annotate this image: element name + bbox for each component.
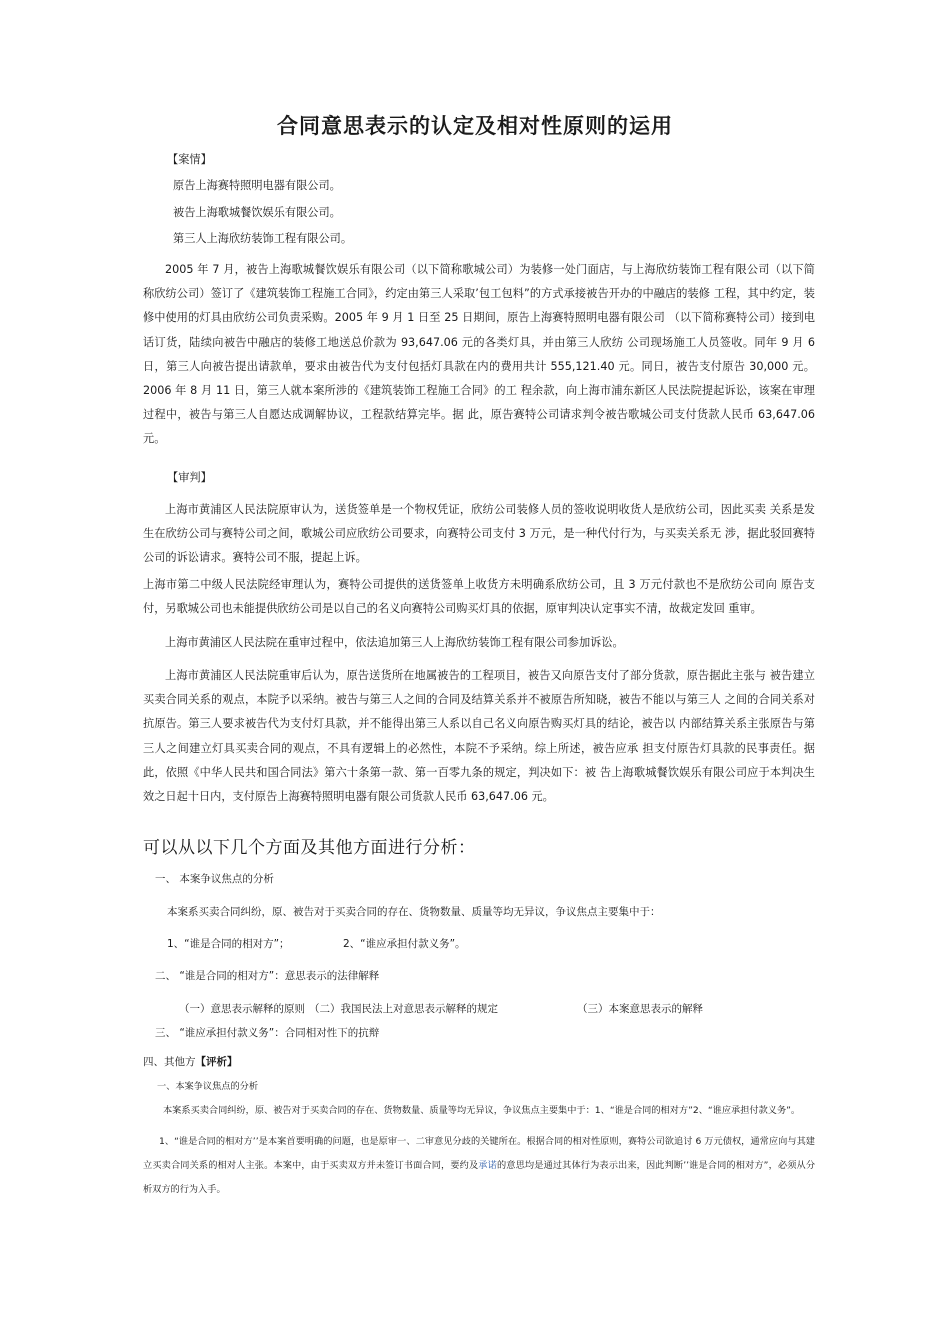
party-plaintiff: 原告上海赛特照明电器有限公司。 [173,179,341,192]
outline-subsection-1: （一）意思表示解释的原则 [179,1003,305,1015]
outline-item-2: 2、“谁应承担付款义务”。 [343,938,466,950]
outline-section-1-text: 本案系买卖合同纠纷，原、被告对于买卖合同的存在、货物数量、质量等均无异议，争议焦点主要集中于： [167,906,661,918]
outline-item-1: 1、“谁是合同的相对方”； [167,938,290,950]
outline-section-4 [143,1052,238,1072]
judgment-paragraph: 上海市黄浦区人民法院重审后认为，原告送货所在地属被告的工程项目，被告又向原告支付了部分货款，原告据此主张与 被告建立买卖合同关系的观点，本院予以采纳。被告与第三人之间的合同及结算关系并不被原告所知晓，被告不能以与第三人 之间的合同关系对抗原告。第三人要求被告代为支付灯具款，并不能得出第三人系以自己名义向原告购买灯具的结论，被告以 内部结算关系主张原告与第三人之间建立灯具买卖合同的观点，不具有逻辑上的必然性，本院不予采纳。综上所述，被告应承 担支付原告灯具款的民事责任。据此，依照《中华人民共和国合同法》第六十条第一款、第一百零九条的规定，判决如下：被 告上海歌城餐饮娱乐有限公司应于本判决生效之日起十日内，支付原告上海赛特照明电器有限公司货款人民币 63,647.06 元。 [143,669,815,804]
judgment-paragraph: 上海市黄浦区人民法院原审认为，送货签单是一个物权凭证，欣纺公司装修人员的签收说明收货人是欣纺公司，因此买卖 关系是发生在欣纺公司与赛特公司之间，歌城公司应欣纺公司要求，向赛特公司支付 3 万元，是一种代付行为，与买卖关系无 涉，据此驳回赛特公司的诉讼请求。赛特公司不服，提起上诉。 [143,503,815,565]
outline-subsection-3: （三）本案意思表示的解释 [577,1003,703,1015]
comment-summary: 本案系买卖合同纠纷，原、被告对于买卖合同的存在、货物数量、质量等均无异议，争议焦点主要集中于：1、“谁是合同的相对方”2、“谁应承担付款义务”。 [163,1105,801,1116]
case-heading: 【案情】 [167,153,212,166]
document-title: 合同意思表示的认定及相对性原则的运用 [277,114,673,138]
comment-paragraph-text-end: 的意思均是通过其体行为表示出来，因此判断’’谁是合同的相对方”，必须从分析双方的行为入手。 [143,1160,816,1195]
party-third: 第三人上海欣纺装饰工程有限公司。 [173,232,353,245]
outline-section-2: 二、 “谁是合同的相对方”：意思表示的法律解释 [155,970,380,982]
analysis-heading: 可以从以下几个方面及其他方面进行分析： [143,838,476,858]
judgment-heading: 【审判】 [167,471,212,484]
outline-section-1: 一、 本案争议焦点的分析 [155,873,274,885]
promise-link[interactable]: 承诺 [478,1160,497,1171]
comment-label: 【评析】 [195,1056,238,1068]
comment-paragraph [143,1130,815,1202]
case-facts-paragraph: 2005 年 7 月，被告上海歌城餐饮娱乐有限公司（以下简称歌城公司）为装修一处门面店，与上海欣纺装饰工程有限公司（以下简称欣纺公司）签订了《建筑装饰工程施工合同》，约定由第三人采取’包工包料”的方式承接被告开办的中融店的装修 工程，其中约定，装修中使用的灯具由欣纺公司负责采购。2005 年 9 月 1 日至 25 日期间，原告上海赛特照明电器有限公司 （以下简称赛特公司）接到电话订货，陆续向被告中融店的装修工地送总价款为 93,647.06 元的各类灯具，并由第三人欣纺 公司现场施工人员签收。同年 9 月 6 日，第三人向被告提出请款单，要求由被告代为支付包括灯具款在内的费用共计 555,121.40 元。同日，被告支付原告 30,000 元。2006 年 8 月 11 日，第三人就本案所涉的《建筑装饰工程施工合同》的工 程余款，向上海市浦东新区人民法院提起诉讼，该案在审理过程中，被告与第三人自愿达成调解协议，工程款结算完毕。据 此，原告赛特公司请求判令被告歌城公司支付货款人民币 63,647.06 元。 [143,263,815,446]
outline-section-3: 三、 “谁应承担付款义务”：合同相对性下的抗辩 [155,1027,380,1039]
judgment-paragraph: 上海市第二中级人民法院经审理认为，赛特公司提供的送货签单上收货方未明确系欣纺公司，且 3 万元付款也不是欣纺公司向 原告支付，另歌城公司也未能提供欣纺公司是以自己的名义向赛特公司购买灯具的依据，原审判决认定事实不清，故裁定发回 重审。 [143,578,815,616]
party-defendant: 被告上海歌城餐饮娱乐有限公司。 [173,206,341,219]
outline-subsection-2: （二）我国民法上对意思表示解释的规定 [309,1003,498,1015]
comment-heading: 一、本案争议焦点的分析 [157,1081,259,1092]
outline-section-4-prefix: 四、其他方 [143,1056,196,1068]
judgment-paragraph: 上海市黄浦区人民法院在重审过程中，依法追加第三人上海欣纺装饰工程有限公司参加诉讼。 [165,636,624,649]
comment-paragraph-text: 1、“谁是合同的相对方’’是本案首要明确的问题，也是原审一、二审意见分歧的关键所在。根据合同的相对性原则，赛特公司欲追讨 6 万元债权，通常应向与其建立买卖合同关系的相对人主张。本案中，由于买卖双方并未签订书面合同，要约及 [143,1136,815,1171]
